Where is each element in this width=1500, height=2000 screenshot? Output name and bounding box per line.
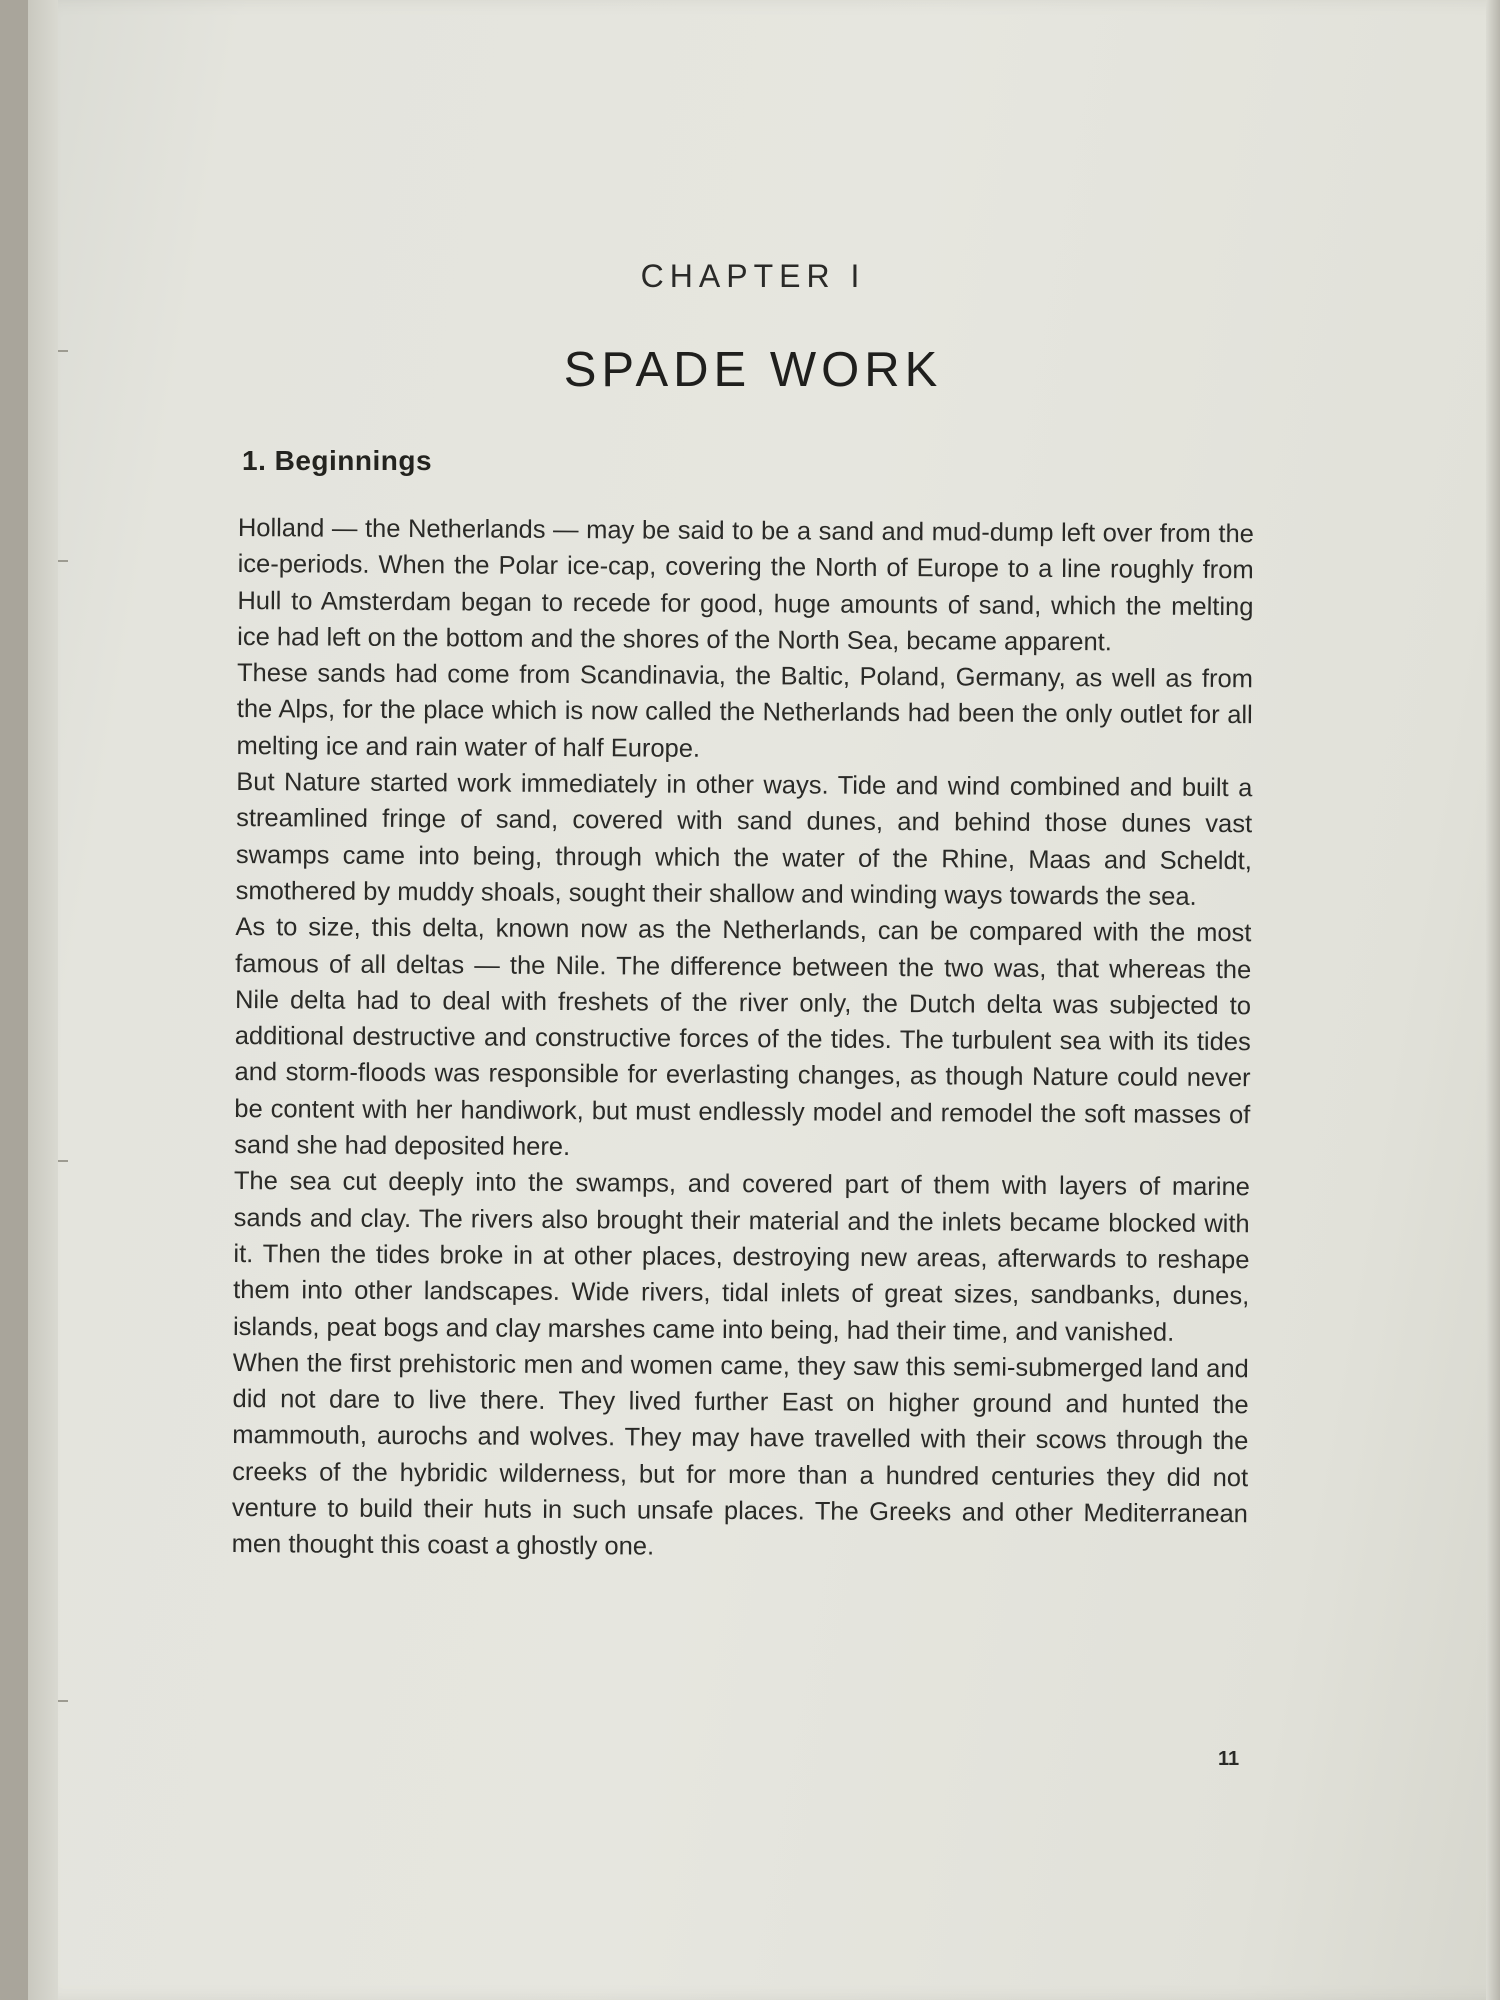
gutter-mark — [58, 1700, 68, 1702]
chapter-label: CHAPTER I — [640, 258, 866, 294]
paragraph: Holland — the Netherlands — may be said to be a sand and mud-dump left over from the ice-periods. When the Polar ice-cap, covering the North of Europe to a line roughly from Hull to Amsterdam began to recede for good, huge amounts of sand, which the melting ice had left on the bottom and the shores of the North Sea, became apparent. — [237, 513, 1254, 657]
book-page — [28, 0, 1500, 2000]
paragraph: The sea cut deeply into the swamps, and covered part of them with layers of marine sands and clay. The rivers also brought their material and the inlets became blocked with it. Then the tides broke in at other places, destroying new areas, afterwards to reshape them into other landscapes. Wide rivers, tidal inlets of great sizes, sandbanks, dunes, islands, peat bogs and clay marshes came into being, had their time, and vanished. — [232, 1167, 1250, 1347]
page-gutter — [28, 0, 58, 2000]
paragraph: These sands had come from Scandinavia, the Baltic, Poland, Germany, as well as from the Alps, for the place which is now called the Netherlands had been the only outlet for all melting ice and rain water of half Europe. — [236, 659, 1254, 763]
gutter-mark — [58, 560, 68, 562]
paragraph: But Nature started work immediately in other ways. Tide and wind combined and built a streamlined fringe of sand, covered with sand dunes, and behind those dunes vast swamps came into being, through which the water of the Rhine, Maas and Scheldt, smothered by muddy shoals, sought their shallow and winding ways towards the sea. — [235, 768, 1253, 911]
paragraph: As to size, this delta, known now as the Netherlands, can be compared with the most famous of all deltas — the Nile. The difference between the two was, that whereas the Nile delta had to deal with freshets of the river only, the Dutch delta was subjected to additional destructive and constructive forces of the tides. The turbulent sea with its tides and storm-floods was responsible for everlasting changes, as though Nature could never be content with her handiwork, but must endlessly model and remodel the soft masses of sand she had deposited here. — [234, 913, 1252, 1162]
gutter-mark — [58, 1160, 68, 1162]
page-edge — [1486, 0, 1500, 2000]
page-number: 11 — [1218, 1748, 1240, 1770]
section-heading: 1. Beginnings — [242, 445, 433, 476]
body-text — [232, 510, 1254, 1569]
chapter-title: SPADE WORK — [563, 343, 943, 397]
paragraph: When the first prehistoric men and women came, they saw this semi-submerged land and did not dare to live there. They lived further East on higher ground and hunted the mammouth, aurochs and wolves. They may have travelled with their scows through the creeks of the hybridic wilderness, but for more than a hundred centuries they did not venture to build their huts in such unsafe places. The Greeks and other Mediterranean men thought this coast a ghostly one. — [231, 1348, 1249, 1561]
